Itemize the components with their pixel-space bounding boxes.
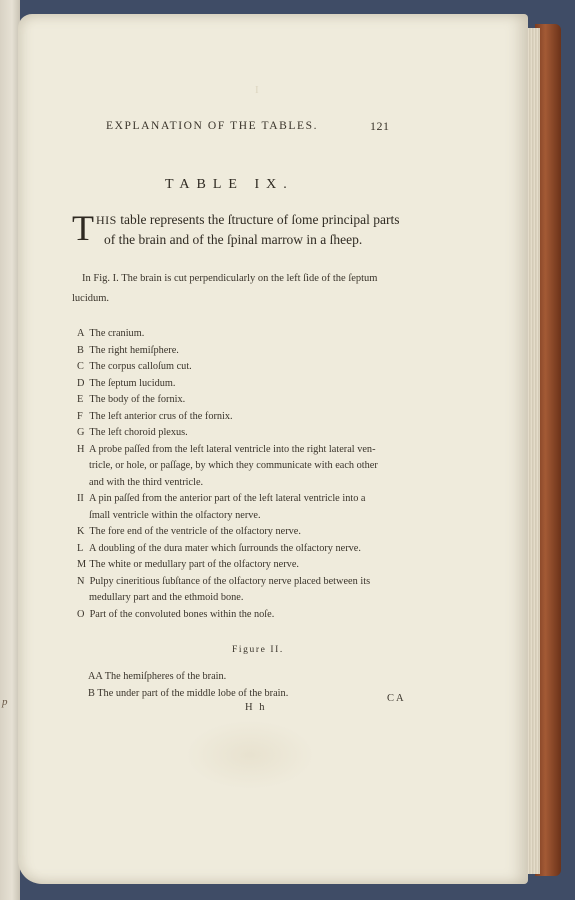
item-text: The left anterior crus of the fornix. xyxy=(89,410,233,422)
item-letter: F xyxy=(77,410,83,422)
faded-signature: I xyxy=(255,84,259,96)
item-letter: K xyxy=(77,526,85,537)
item-letter: H xyxy=(77,443,85,455)
figure-1-description xyxy=(72,269,402,309)
figure-1-text-2: lucidum. xyxy=(72,293,110,304)
item-letter: A xyxy=(77,328,85,339)
figure-1-label: In Fig. I. xyxy=(82,273,119,284)
item-continuation: medullary part and the ethmoid bone. xyxy=(89,592,244,603)
item-text: The cranium. xyxy=(89,328,145,339)
list-item xyxy=(77,541,407,558)
item-text: A probe paſſed from the left lateral ventricle into the right lateral ven- xyxy=(89,443,376,455)
item-text: The fore end of the ventricle of the olfactory nerve. xyxy=(89,526,301,537)
intro-line-2: of the brain and of the ſpinal marrow in a ſheep. xyxy=(104,232,363,247)
list-item xyxy=(77,557,407,574)
list-item xyxy=(88,669,388,686)
margin-mark: p xyxy=(2,696,8,708)
list-item xyxy=(77,392,407,409)
signature-mark: H h xyxy=(245,702,267,713)
item-text: A doubling of the dura mater which ſurrounds the olfactory nerve. xyxy=(89,542,361,554)
item-text: The white or medullary part of the olfactory nerve. xyxy=(89,559,299,570)
figure-2-heading: Figure II. xyxy=(232,645,284,655)
intro-line-1: table represents the ſtructure of ſome principal parts xyxy=(120,212,400,227)
table-title: TABLE IX. xyxy=(165,177,294,192)
item-letter: E xyxy=(77,394,84,405)
list-item xyxy=(77,326,407,343)
item-letter: N xyxy=(77,575,85,587)
item-text: The corpus calloſum cut. xyxy=(89,361,192,372)
list-item xyxy=(88,686,388,703)
drop-cap: T xyxy=(72,208,94,248)
page-stain xyxy=(185,720,315,790)
item-text: The left choroid plexus. xyxy=(89,427,188,438)
list-item xyxy=(77,409,407,426)
item-letter: O xyxy=(77,608,85,620)
list-item xyxy=(77,524,407,541)
left-page-edge xyxy=(0,0,20,900)
item-letter: II xyxy=(77,493,84,504)
item-text: The right hemiſphere. xyxy=(89,344,179,356)
figure-1-text: The brain is cut perpendicularly on the left ſide of the ſeptum xyxy=(121,273,378,284)
item-text: Part of the convoluted bones within the noſe. xyxy=(89,608,275,620)
item-text: A pin paſſed from the anterior part of the left lateral ventricle into a xyxy=(89,493,366,504)
intro-paragraph xyxy=(72,210,417,250)
item-letter: B xyxy=(88,687,95,699)
figure-2-legend xyxy=(88,669,388,702)
list-item xyxy=(77,491,407,524)
page-number: 121 xyxy=(370,119,390,133)
item-continuation: ſmall ventricle within the olfactory nerve. xyxy=(89,509,261,521)
running-head: EXPLANATION OF THE TABLES. xyxy=(106,120,319,132)
list-item xyxy=(77,425,407,442)
item-continuation: and with the third ventricle. xyxy=(89,476,204,488)
item-text: The body of the fornix. xyxy=(89,394,186,405)
item-text: The under part of the middle lobe of the brain. xyxy=(97,687,289,699)
list-item xyxy=(77,359,407,376)
item-text: The ſeptum lucidum. xyxy=(89,377,176,389)
list-item xyxy=(77,442,407,492)
catchword: CA xyxy=(387,693,406,704)
item-letter: L xyxy=(77,542,84,554)
item-letter: G xyxy=(77,427,85,438)
item-letter: C xyxy=(77,361,84,372)
item-letter: B xyxy=(77,344,84,356)
item-letter: M xyxy=(77,559,87,570)
list-item xyxy=(77,376,407,393)
list-item xyxy=(77,574,407,607)
item-letter: AA xyxy=(88,671,103,682)
figure-1-legend xyxy=(77,326,407,623)
list-item xyxy=(77,343,407,360)
intro-caps: HIS xyxy=(96,213,117,227)
list-item xyxy=(77,607,407,624)
item-text: The hemiſpheres of the brain. xyxy=(104,671,227,682)
item-letter: D xyxy=(77,377,85,389)
item-continuation: tricle, or hole, or paſſage, by which they communicate with each other xyxy=(89,460,378,471)
item-text: Pulpy cineritious ſubſtance of the olfactory nerve placed between its xyxy=(89,575,371,587)
